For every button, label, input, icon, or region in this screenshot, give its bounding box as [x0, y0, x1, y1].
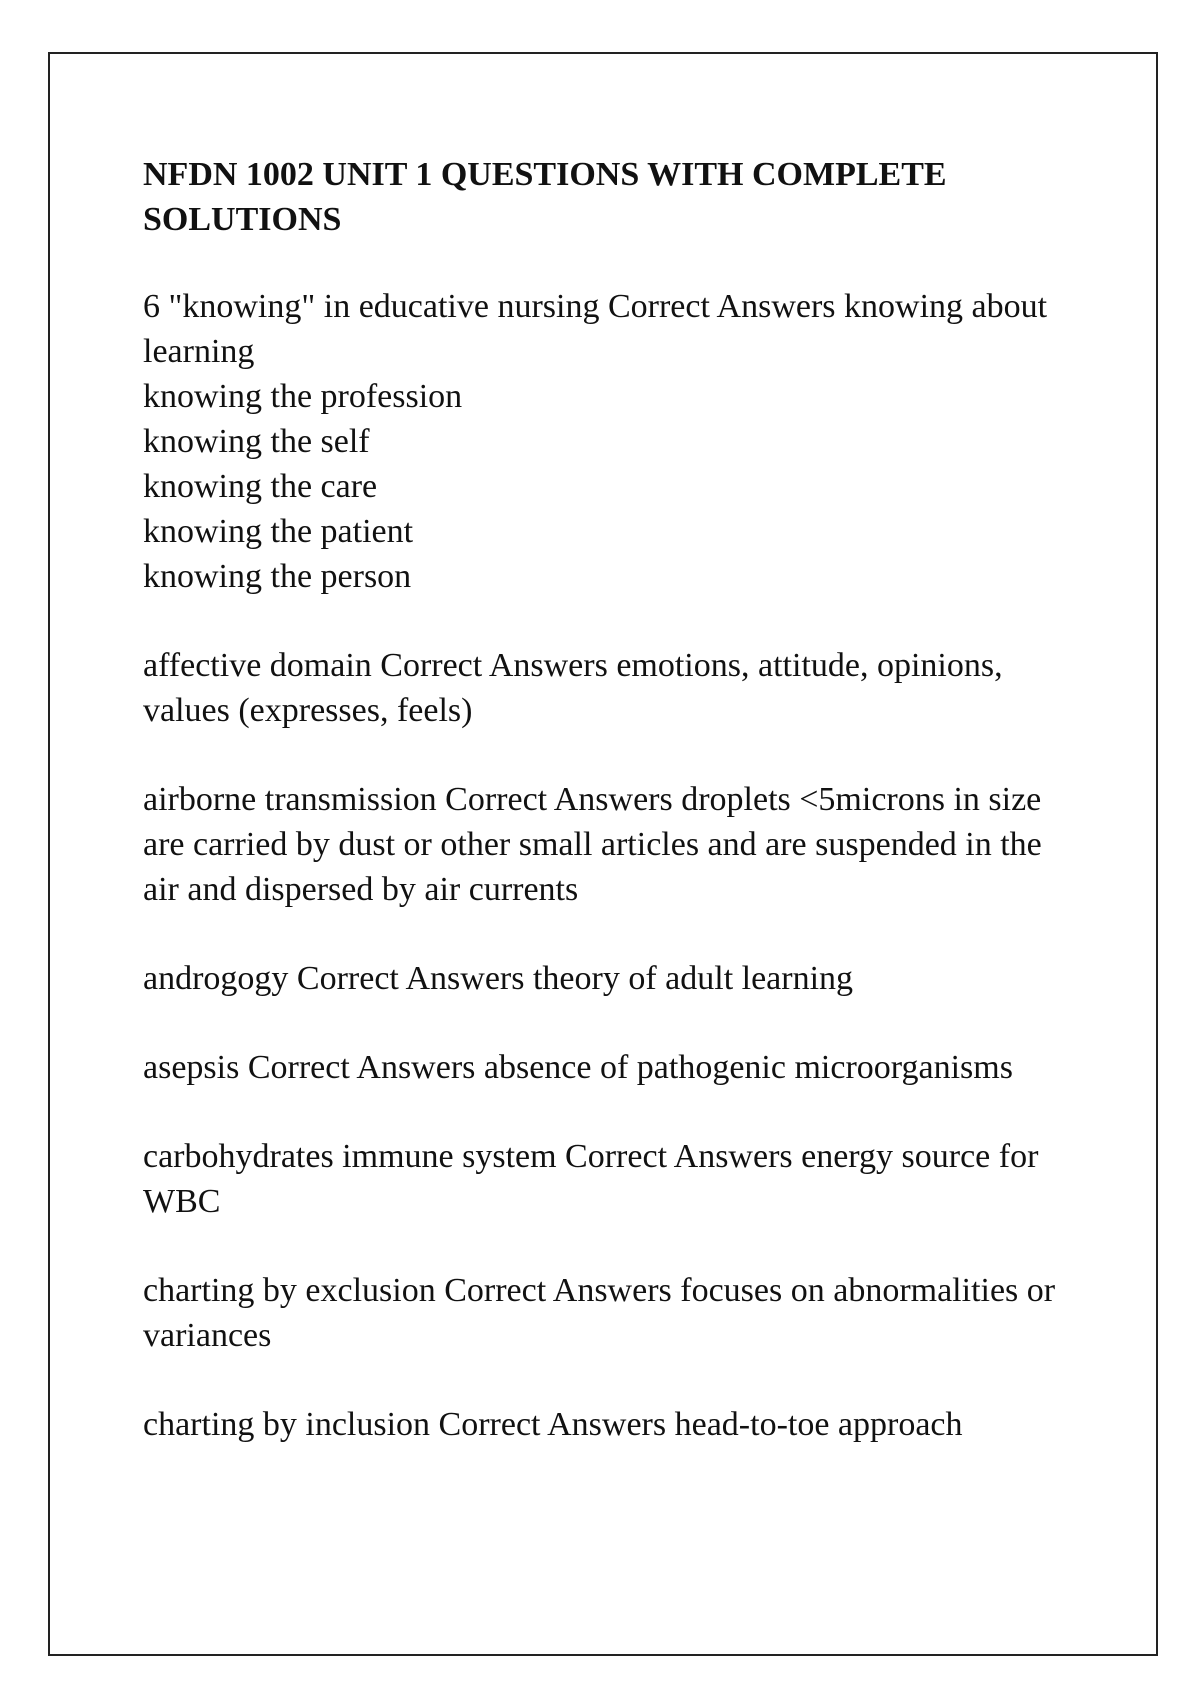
qa-entry: asepsis Correct Answers absence of pathogenic microorganisms	[143, 1049, 1013, 1086]
document-body	[143, 152, 1083, 1491]
qa-entry: affective domain Correct Answers emotions, attitude, opinions, values (expresses, feels)	[143, 647, 1003, 729]
qa-entry: charting by exclusion Correct Answers focuses on abnormalities or variances	[143, 1272, 1056, 1354]
qa-entry: carbohydrates immune system Correct Answers energy source for WBC	[143, 1138, 1039, 1220]
qa-entry: androgogy Correct Answers theory of adult learning	[143, 960, 854, 997]
qa-entry: charting by inclusion Correct Answers head-to-toe approach	[143, 1406, 963, 1443]
document-title: NFDN 1002 UNIT 1 QUESTIONS WITH COMPLETE SOLUTIONS	[143, 156, 947, 238]
qa-entry: 6 "knowing" in educative nursing Correct Answers knowing about learning knowing the profession knowing the self knowing the care knowing the patient knowing the person	[143, 288, 1048, 595]
qa-entry: airborne transmission Correct Answers droplets <5microns in size are carried by dust or other small articles and are suspended in the air and dispersed by air currents	[143, 781, 1042, 908]
